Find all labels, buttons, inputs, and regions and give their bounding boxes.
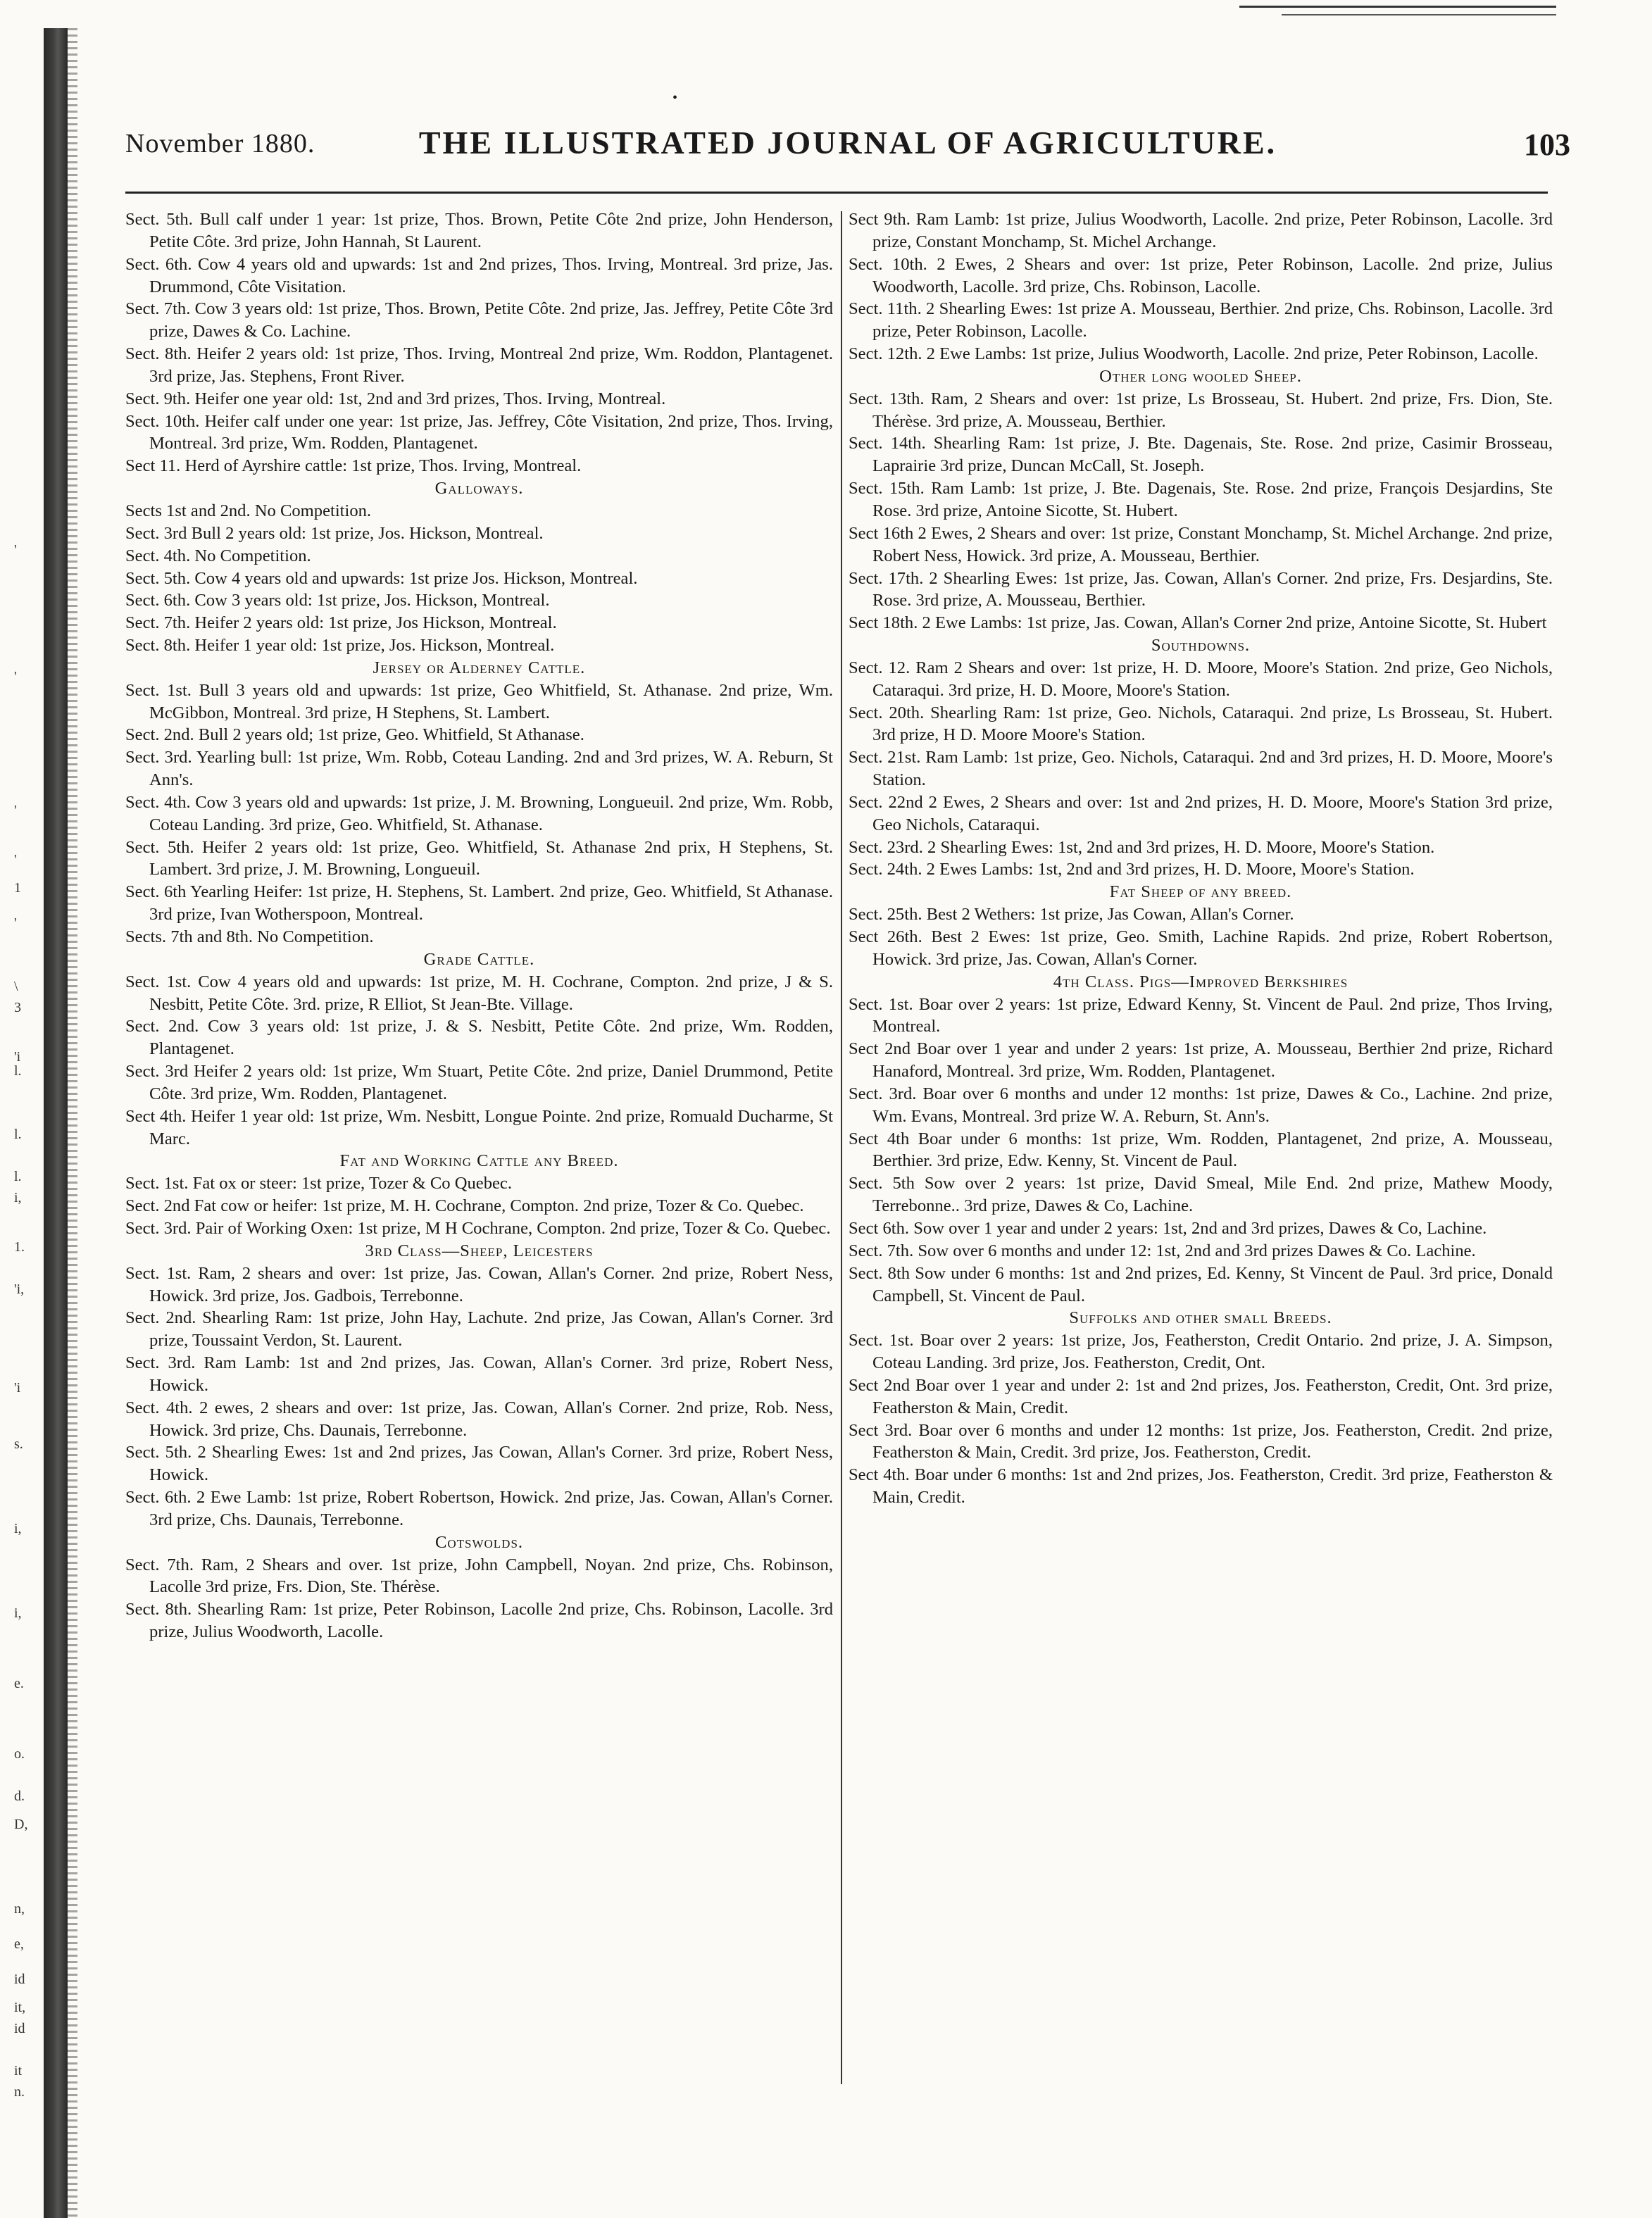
- prize-entry: Sect 26th. Best 2 Ewes: 1st prize, Geo. Smith, Lachine Rapids. 2nd prize, Robert Robertson, Howick. 3rd prize, Jas. Cowan, Allan's Corner.: [849, 927, 1553, 969]
- section-heading: 4th Class. Pigs—Improved Berkshires: [1053, 972, 1348, 991]
- section-heading: Cotswolds.: [434, 1532, 524, 1552]
- margin-mark: \: [14, 979, 18, 994]
- prize-entry: Sect. 3rd Bull 2 years old: 1st prize, Jos. Hickson, Montreal.: [125, 523, 544, 543]
- left-column: [125, 208, 833, 1643]
- prize-entry: Sect. 3rd. Yearling bull: 1st prize, Wm. Robb, Coteau Landing. 2nd and 3rd prizes, W. A. Reburn, St Ann's.: [125, 748, 833, 790]
- margin-mark: 3: [14, 1000, 21, 1015]
- margin-mark: l.: [14, 1169, 22, 1184]
- prize-entry: Sect. 6th Yearling Heifer: 1st prize, H. Stephens, St. Lambert. 2nd prize, Geo. Whitfield, St Athanase. 3rd prize, Ivan Wotherspoon, Montreal.: [125, 882, 833, 925]
- prize-entry: Sect. 4th. No Competition.: [125, 546, 311, 565]
- prize-entry: Sect. 13th. Ram, 2 Shears and over: 1st prize, Ls Brosseau, St. Hubert. 2nd prize, Frs. Dion, Ste. Thérèse. 3rd prize, A. Mousseau, Berthier.: [849, 389, 1553, 431]
- prize-entry: Sect. 10th. 2 Ewes, 2 Shears and over: 1st prize, Peter Robinson, Lacolle. 2nd prize, Julius Woodworth, Lacolle. 3rd prize, Chs. Robinson, Lacolle.: [849, 254, 1553, 296]
- prize-entry: Sect 11. Herd of Ayrshire cattle: 1st prize, Thos. Irving, Montreal.: [125, 456, 582, 476]
- margin-mark: ': [14, 542, 17, 558]
- section-heading: Southdowns.: [1151, 636, 1251, 656]
- section-heading: Fat Sheep of any breed.: [1109, 882, 1292, 902]
- prize-entry: Sect. 2nd. Bull 2 years old; 1st prize, Geo. Whitfield, St Athanase.: [125, 725, 584, 745]
- prize-entry: Sects. 7th and 8th. No Competition.: [125, 927, 374, 946]
- margin-mark: i,: [14, 1521, 22, 1536]
- margin-mark: ': [14, 803, 17, 818]
- margin-mark: ': [14, 852, 17, 867]
- prize-entry: Sects 1st and 2nd. No Competition.: [125, 501, 372, 520]
- prize-entry: Sect. 4th. Cow 3 years old and upwards: 1st prize, J. M. Browning, Longueuil. 2nd prize, Wm. Robb, Coteau Landing. 3rd prize, Geo. Whitfield, St. Athanase.: [125, 792, 833, 834]
- prize-entry: Sect. 5th. Cow 4 years old and upwards: 1st prize Jos. Hickson, Montreal.: [125, 568, 638, 588]
- prize-entry: Sect 18th. 2 Ewe Lambs: 1st prize, Jas. Cowan, Allan's Corner 2nd prize, Antoine Sicotte, St. Hubert: [849, 613, 1547, 633]
- prize-entry: Sect. 7th. Heifer 2 years old: 1st prize, Jos Hickson, Montreal.: [125, 613, 557, 633]
- margin-mark: it: [14, 2063, 23, 2079]
- prize-entry: Sect. 3rd Heifer 2 years old: 1st prize, Wm Stuart, Petite Côte. 2nd prize, Daniel Drummond, Petite Côte. 3rd prize, Wm. Rodden, Plantagenet.: [125, 1062, 833, 1103]
- prize-entry: Sect. 7th. Cow 3 years old: 1st prize, Thos. Brown, Petite Côte. 2nd prize, Jas. Jeffrey, Petite Côte 3rd prize, Dawes & Co. Lachine.: [125, 299, 833, 342]
- margin-mark: 1: [14, 880, 21, 896]
- prize-entry: Sect. 2nd Fat cow or heifer: 1st prize, M. H. Cochrane, Compton. 2nd prize, Tozer & Co. Quebec.: [125, 1196, 804, 1216]
- margin-mark: 1.: [14, 1239, 25, 1255]
- prize-entry: Sect. 1st. Boar over 2 years: 1st prize, Edward Kenny, St. Vincent de Paul. 2nd prize, Thos Irving, Montreal.: [849, 994, 1553, 1036]
- margin-mark: l.: [14, 1063, 22, 1079]
- margin-mark: i,: [14, 1190, 22, 1205]
- prize-entry: Sect. 12. Ram 2 Shears and over: 1st prize, H. D. Moore, Moore's Station. 2nd prize, Geo Nichols, Cataraqui. 3rd prize, H. D. Moore, Moore's Station.: [849, 658, 1553, 700]
- margin-mark: o.: [14, 1746, 25, 1762]
- margin-mark: n,: [14, 1901, 25, 1917]
- margin-mark: 'i: [14, 1380, 21, 1396]
- section-heading: Other long wooled Sheep.: [1099, 366, 1302, 386]
- prize-entry: Sect. 7th. Ram, 2 Shears and over. 1st prize, John Campbell, Noyan. 2nd prize, Chs. Robinson, Lacolle 3rd prize, Frs. Dion, Ste. Thérèse.: [125, 1555, 833, 1597]
- binding-edge-shadow: [68, 28, 77, 2218]
- margin-mark: 'i,: [14, 1282, 25, 1297]
- journal-title: THE ILLUSTRATED JOURNAL OF AGRICULTURE.: [418, 125, 1277, 161]
- prize-entry: Sect. 17th. 2 Shearling Ewes: 1st prize, Jas. Cowan, Allan's Corner. 2nd prize, Frs. Desjardins, Ste. Rose. 3rd prize, A. Mousseau, Berthier.: [849, 568, 1553, 610]
- prize-entry: Sect 4th. Heifer 1 year old: 1st prize, Wm. Nesbitt, Longue Pointe. 2nd prize, Romuald Ducharme, St Marc.: [125, 1106, 833, 1148]
- margin-mark: ': [14, 669, 17, 684]
- prize-entry: Sect. 24th. 2 Ewes Lambs: 1st, 2nd and 3rd prizes, H. D. Moore, Moore's Station.: [849, 860, 1415, 879]
- prize-entry: Sect 2nd Boar over 1 year and under 2 years: 1st prize, A. Mousseau, Berthier 2nd prize, Richard Hanaford, Montreal. 3rd prize, Wm. Rodden, Plantagenet.: [849, 1039, 1553, 1082]
- prize-entry: Sect. 5th. 2 Shearling Ewes: 1st and 2nd prizes, Jas Cowan, Allan's Corner. 3rd prize, Robert Ness, Howick.: [125, 1443, 833, 1485]
- prize-entry: Sect. 8th. Shearling Ram: 1st prize, Peter Robinson, Lacolle 2nd prize, Chs. Robinson, Lacolle. 3rd prize, Julius Woodworth, Lacolle.: [125, 1600, 833, 1642]
- section-heading: Galloways.: [434, 479, 524, 499]
- prize-entry: Sect. 21st. Ram Lamb: 1st prize, Geo. Nichols, Cataraqui. 2nd and 3rd prizes, H. D. Moore, Moore's Station.: [849, 748, 1553, 790]
- prize-entry: Sect. 6th. Cow 4 years old and upwards: 1st and 2nd prizes, Thos. Irving, Montreal. 3rd prize, Jas. Drummond, Côte Visitation.: [125, 254, 833, 296]
- prize-entry: Sect 4th Boar under 6 months: 1st prize, Wm. Rodden, Plantagenet, 2nd prize, A. Mousseau, Berthier. 3rd prize, Edw. Kenny, St. Vincent de Paul.: [849, 1129, 1553, 1171]
- prize-entry: Sect. 5th. Heifer 2 years old: 1st prize, Geo. Whitfield, St. Athanase 2nd prix, H Stephens, St. Lambert. 3rd prize, J. M. Browning, Longueuil.: [125, 837, 833, 879]
- margin-mark: n.: [14, 2084, 25, 2100]
- margin-mark: d.: [14, 1788, 25, 1804]
- margin-mark: l.: [14, 1127, 22, 1142]
- prize-entry: Sect. 8th. Heifer 2 years old: 1st prize, Thos. Irving, Montreal 2nd prize, Wm. Roddon, Plantagenet. 3rd prize, Jas. Stephens, Front River.: [125, 344, 833, 386]
- prize-entry: Sect 4th. Boar under 6 months: 1st and 2nd prizes, Jos. Featherston, Credit. 3rd prize, Featherston & Main, Credit.: [849, 1465, 1553, 1508]
- prize-entry: Sect 3rd. Boar over 6 months and under 12 months: 1st prize, Jos. Featherston, Credit. 2nd prize, Featherston & Main, Credit. 3rd prize, Jos. Featherston, Credit.: [849, 1420, 1553, 1462]
- top-edge-rule-secondary: [1282, 14, 1556, 15]
- prize-entry: Sect. 5th. Bull calf under 1 year: 1st prize, Thos. Brown, Petite Côte 2nd prize, John Henderson, Petite Côte. 3rd prize, John Hannah, St Laurent.: [125, 210, 833, 251]
- prize-entry: Sect. 22nd 2 Ewes, 2 Shears and over: 1st and 2nd prizes, H. D. Moore, Moore's Station 3rd prize, Geo Nichols, Cataraqui.: [849, 792, 1553, 834]
- margin-mark: s.: [14, 1436, 23, 1452]
- prize-entry: Sect. 15th. Ram Lamb: 1st prize, J. Bte. Dagenais, Ste. Rose. 2nd prize, François Desjardins, Ste Rose. 3rd prize, Antoine Sicotte, St. Hubert.: [849, 479, 1553, 520]
- prize-entry: Sect. 14th. Shearling Ram: 1st prize, J. Bte. Dagenais, Ste. Rose. 2nd prize, Casimir Brosseau, Laprairie 3rd prize, Duncan McCall, St. Joseph.: [849, 434, 1553, 476]
- prize-entry: Sect. 3rd. Pair of Working Oxen: 1st prize, M H Cochrane, Compton. 2nd prize, Tozer & Co. Quebec.: [125, 1218, 831, 1238]
- prize-entry: Sect. 2nd. Shearling Ram: 1st prize, John Hay, Lachute. 2nd prize, Jas Cowan, Allan's Corner. 3rd prize, Toussaint Verdon, St. Laurent.: [125, 1308, 833, 1351]
- section-heading: Grade Cattle.: [423, 949, 535, 969]
- prize-entry: Sect. 6th. 2 Ewe Lamb: 1st prize, Robert Robertson, Howick. 2nd prize, Jas. Cowan, Allan's Corner. 3rd prize, Chs. Daunais, Terrebonne.: [125, 1488, 833, 1529]
- margin-mark: e,: [14, 1936, 24, 1952]
- header-rule: [125, 192, 1548, 194]
- margin-mark: i,: [14, 1605, 22, 1621]
- prize-entry: Sect. 1st. Cow 4 years old and upwards: 1st prize, M. H. Cochrane, Compton. 2nd prize, J & S. Nesbitt, Petite Côte. 3rd. prize, R Elliot, St Jean-Bte. Village.: [125, 972, 833, 1014]
- prize-entry: Sect. 1st. Bull 3 years old and upwards: 1st prize, Geo Whitfield, St. Athanase. 2nd prize, Wm. McGibbon, Montreal. 3rd prize, H Stephens, St. Lambert.: [125, 680, 833, 722]
- prize-entry: Sect. 1st. Fat ox or steer: 1st prize, Tozer & Co Quebec.: [125, 1174, 512, 1193]
- prize-entry: Sect. 3rd. Ram Lamb: 1st and 2nd prizes, Jas. Cowan, Allan's Corner. 3rd prize, Robert Ness, Howick.: [125, 1353, 833, 1395]
- stray-dot: •: [672, 90, 678, 106]
- prize-entry: Sect. 8th. Heifer 1 year old: 1st prize, Jos. Hickson, Montreal.: [125, 636, 555, 656]
- prize-entry: Sect. 11th. 2 Shearling Ewes: 1st prize A. Mousseau, Berthier. 2nd prize, Chs. Robinson, Lacolle. 3rd prize, Peter Robinson, Lacolle.: [849, 299, 1553, 342]
- prize-entry: Sect. 8th Sow under 6 months: 1st and 2nd prizes, Ed. Kenny, St Vincent de Paul. 3rd price, Donald Campbell, St. Vincent de Paul.: [849, 1263, 1553, 1305]
- prize-entry: Sect. 9th. Heifer one year old: 1st, 2nd and 3rd prizes, Thos. Irving, Montreal.: [125, 389, 666, 408]
- prize-entry: Sect. 25th. Best 2 Wethers: 1st prize, Jas Cowan, Allan's Corner.: [849, 905, 1294, 925]
- margin-mark: it,: [14, 2000, 26, 2015]
- column-divider: [841, 211, 842, 2084]
- margin-mark: D,: [14, 1817, 28, 1832]
- prize-entry: Sect 2nd Boar over 1 year and under 2: 1st and 2nd prizes, Jos. Featherston, Credit, Ont. 3rd prize, Featherston & Main, Credit.: [849, 1375, 1553, 1417]
- prize-entry: Sect. 20th. Shearling Ram: 1st prize, Geo. Nichols, Cataraqui. 2nd prize, Ls Brosseau, St. Hubert. 3rd prize, H D. Moore Moore's Station.: [849, 703, 1553, 745]
- prize-entry: Sect. 1st. Boar over 2 years: 1st prize, Jos, Featherston, Credit Ontario. 2nd prize, J. A. Simpson, Coteau Landing. 3rd prize, Jos. Featherston, Credit, Ont.: [849, 1331, 1553, 1373]
- book-binding: [44, 28, 68, 2218]
- right-column: [849, 208, 1553, 1509]
- margin-mark: ': [14, 915, 17, 931]
- margin-mark: e.: [14, 1676, 24, 1691]
- prize-entry: Sect. 7th. Sow over 6 months and under 12: 1st, 2nd and 3rd prizes Dawes & Co. Lachine.: [849, 1241, 1476, 1260]
- section-heading: 3rd Class—Sheep, Leicesters: [365, 1241, 594, 1260]
- top-edge-rule: [1239, 6, 1556, 8]
- prize-entry: Sect. 4th. 2 ewes, 2 shears and over: 1st prize, Jas. Cowan, Allan's Corner. 2nd prize, Rob. Ness, Howick. 3rd prize, Chs. Daunais, Terrebonne.: [125, 1398, 833, 1440]
- section-heading: Suffolks and other small Breeds.: [1069, 1308, 1332, 1328]
- prize-entry: Sect. 1st. Ram, 2 shears and over: 1st prize, Jas. Cowan, Allan's Corner. 2nd prize, Robert Ness, Howick. 3rd prize, Jos. Gadbois, Terrebonne.: [125, 1263, 833, 1305]
- section-heading: Jersey or Alderney Cattle.: [373, 658, 586, 677]
- prize-entry: Sect. 10th. Heifer calf under one year: 1st prize, Jas. Jeffrey, Côte Visitation, 2nd prize, Thos. Irving, Montreal. 3rd prize, Wm. Rodden, Plantagenet.: [125, 411, 833, 453]
- prize-entry: Sect. 6th. Cow 3 years old: 1st prize, Jos. Hickson, Montreal.: [125, 591, 550, 610]
- margin-mark: id: [14, 1972, 25, 1987]
- prize-entry: Sect. 3rd. Boar over 6 months and under 12 months: 1st prize, Dawes & Co., Lachine. 2nd prize, Wm. Evans, Montreal. 3rd prize W. A. Reburn, St. Ann's.: [849, 1084, 1553, 1126]
- prize-entry: Sect. 12th. 2 Ewe Lambs: 1st prize, Julius Woodworth, Lacolle. 2nd prize, Peter Robinson, Lacolle.: [849, 344, 1539, 364]
- prize-entry: Sect 9th. Ram Lamb: 1st prize, Julius Woodworth, Lacolle. 2nd prize, Peter Robinson, Lacolle. 3rd prize, Constant Monchamp, St. Michel Archange.: [849, 210, 1553, 251]
- page-number: 103: [1524, 127, 1570, 162]
- prize-entry: Sect. 23rd. 2 Shearling Ewes: 1st, 2nd and 3rd prizes, H. D. Moore, Moore's Station.: [849, 837, 1435, 857]
- margin-mark: 'i: [14, 1049, 21, 1065]
- page-header: [125, 120, 1570, 169]
- prize-entry: Sect 6th. Sow over 1 year and under 2 years: 1st, 2nd and 3rd prizes, Dawes & Co, Lachine.: [849, 1218, 1487, 1238]
- prize-entry: Sect. 2nd. Cow 3 years old: 1st prize, J. & S. Nesbitt, Petite Côte. 2nd prize, Wm. Rodden, Plantagenet.: [125, 1017, 833, 1059]
- margin-mark: id: [14, 2021, 25, 2036]
- prize-entry: Sect 16th 2 Ewes, 2 Shears and over: 1st prize, Constant Monchamp, St. Michel Archange. 2nd prize, Robert Ness, Howick. 3rd prize, A. Mousseau, Berthier.: [849, 523, 1553, 565]
- header-date: November 1880.: [125, 129, 315, 158]
- prize-entry: Sect. 5th Sow over 2 years: 1st prize, David Smeal, Mile End. 2nd prize, Mathew Moody, Terrebonne.. 3rd prize, Dawes & Co, Lachine.: [849, 1174, 1553, 1216]
- section-heading: Fat and Working Cattle any Breed.: [339, 1151, 619, 1171]
